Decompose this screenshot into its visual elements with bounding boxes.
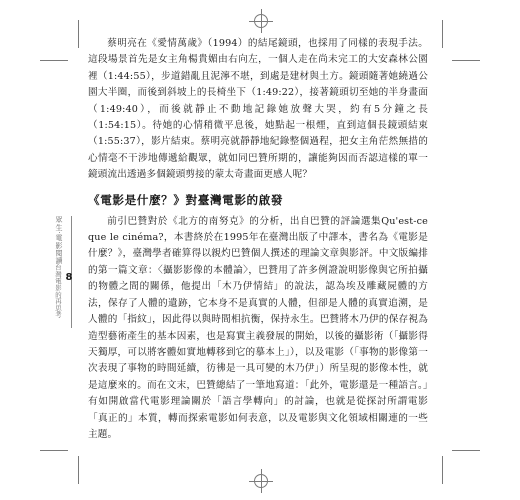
crop-mark-top-right-v <box>442 20 443 48</box>
paragraph-1: 蔡明亮在《愛情萬歲》（1994）的結尾鏡頭，也採用了同樣的表現手法。這段場景首先是女主角楊貴媚由右向左，一個人走在尚未完工的大安森林公園裡（1:44:55），步道錯亂且泥濘不堪，到處是建材與土方。鏡頭隨著她繞過公園大半圈，而後到斜坡上的長椅坐下（1:49:22），接著鏡頭切至她的半身畫面（1:49:40），而後就靜止不動地記錄她放聲大哭，約有5分鐘之長（1:54:15）。待她的心情稍微平息後，她點起一根煙，直到這個長鏡頭結束（1:55:37），影片結束。蔡明亮就靜靜地紀錄整個過程，把女主角茫然無措的心情毫不干涉地傳遞給觀眾，就如同巴贊所期的，讓能夠因而否認這樣的單一鏡頭流出透過多個鏡頭剪接的蒙太奇畫面更感人呢？ <box>88 38 428 181</box>
running-header-section-title: 台灣電影的再思考 <box>54 264 62 319</box>
crop-mark-bottom-left-h <box>40 450 68 451</box>
paragraph-2: 前引巴贊對於《北方的南努克》的分析，出自巴贊的評論選集Qu'est-ce que le cinéma?，本書終於在1995年在臺灣出版了中譯本，書名為《電影是什麼？》，臺灣學者確算得以親灼巴贊個人撰述的理論文章與影評。中文版編排的第一篇文章：〈攝影影像的本體論〉，巴贊用了許多例證說明影像與它所拍攝的物體之間的關係，他提出「木乃伊情結」的說法，認為埃及雕藏屍體的方法，保存了人體的遺跡，它本身不是真實的人體，但卻是人體的真實追溯，是人體的「指紋」，因此得以與時間相抗衡，保持永生。巴贊將木乃伊的保存視為造型藝術產生的基本因素，也是寫實主義發展的開始，以後的攝影術（「攝影得天獨厚，可以將客體如實地轉移到它的摹本上」），以及電影（「事物的影像第一次表現了事物的時間延續，彷彿是一具可變的木乃伊」）所呈現的影像本性，就是這麼來的。而在文末，巴贊總結了一筆地寫道：「此外，電影還是一種語言。」有如開啟當代電影理論關於「語言學轉向」的討論，也就是從探討所謂電影「真正的」本質，轉而探索電影如何表意，以及電影與文化領域相關連的一些主題。 <box>88 215 428 440</box>
registration-mark-bottom <box>254 474 268 488</box>
crop-mark-bottom-right-v <box>442 456 443 484</box>
crop-mark-top-right-h <box>452 60 480 61</box>
section-heading: 《電影是什麼？》對臺灣電影的啟發 <box>88 192 284 207</box>
crop-mark-top-left-v <box>78 20 79 48</box>
registration-mark-top <box>254 14 268 28</box>
page-body <box>88 36 428 443</box>
crop-mark-top-left-h <box>40 60 68 61</box>
crop-mark-bottom-left-v <box>78 456 79 484</box>
crop-mark-bottom-right-h <box>452 450 480 451</box>
running-header-book-title: 眾生·電影閱讀 <box>55 216 63 265</box>
page-number: 8 <box>65 272 73 283</box>
